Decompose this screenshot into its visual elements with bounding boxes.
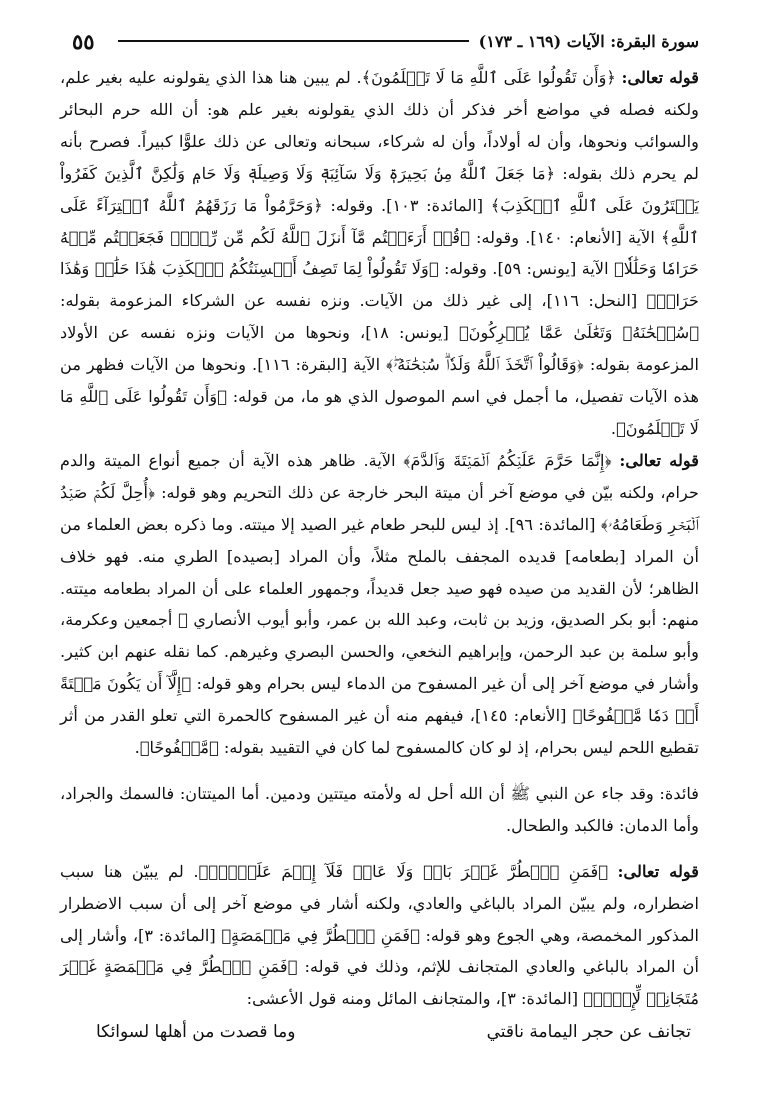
section-verse-169 bbox=[60, 62, 699, 445]
running-title: سورة البقرة: الآيات (١٦٩ ـ ١٧٣) bbox=[478, 31, 699, 51]
section-lead: قوله تعالى: bbox=[621, 68, 699, 87]
verse-second-hemistich: وما قصدت من أهلها لسوائكا bbox=[96, 1022, 296, 1043]
section-lead: قوله تعالى: bbox=[617, 861, 699, 881]
page-number: ٥٥ bbox=[72, 28, 95, 54]
section-lead: قوله تعالى: bbox=[619, 450, 699, 470]
section-compulsion bbox=[60, 854, 699, 1016]
section-text: ﴿إِنَّمَا حَرَّمَ عَلَيۡكُمُ ٱلۡمَيۡتَةَ وَٱلدَّمَ﴾ الآية. ظاهر هذه الآية أن جميع أنواع الميتة والدم حرام، ولكنه بيّن في موضع آخر أن ميتة البحر خارجة عن ذلك التحريم وهو قوله: ﴿أُحِلَّ لَكُمۡ صَيۡدُ ٱلۡبَحۡرِ وَطَعَامُهُۥ﴾ [المائدة: ٩٦]. إذ ليس للبحر طعام غير الصيد إلا ميتته. وما ذكره بعض العلماء من أن المراد [بطعامه] قديده المجفف بالملح مثلاً، وأن المراد [بصيده] الطري منه. فهو خلاف الظاهر؛ لأن القديد من صيده فهو صيد جعل قديداً، وجمهور العلماء على أن المراد بطعامه ميتته. منهم: أبو بكر الصديق، وزيد بن ثابت، وعبد الله بن عمر، وأبو أيوب الأنصاري ﷺ أجمعين وعكرمة، وأبو سلمة بن عبد الرحمن، وإبراهيم النخعي، والحسن البصري وغيرهم. كما نقله عنهم ابن كثير. وأشار في موضع آخر إلى أن غير المسفوح من الدماء ليس بحرام وهو قوله: ﴿إِلَّآ أَن يَكُونَ مَيۡتَةً أَوۡ دَمٗا مَّسۡفُوحًا﴾ [الأنعام: ١٤٥]، فيفهم منه أن غير المسفوح كالحمرة التي تعلو القدر من أثر تقطيع اللحم ليس بحرام، إذ لو كان كالمسفوح لما كان في التقييد بقوله: ﴿مَّسۡفُوحًا﴾. bbox=[60, 450, 699, 758]
page-header bbox=[72, 24, 699, 58]
verse-first-hemistich: تجانف عن حجر اليمامة ناقتي bbox=[486, 1022, 691, 1043]
benefit-note: فائدة: وقد جاء عن النبي ﷺ أن الله أحل له ولأمته ميتتين ودمين. أما الميتتان: فالسمك والجراد، وأما الدمان: فالكبد والطحال. bbox=[60, 783, 699, 835]
page-body bbox=[60, 62, 699, 1047]
section-text: ﴿فَمَنِ ٱضۡطُرَّ غَيۡرَ بَاغٖ وَلَا عَادٖ فَلَآ إِثۡمَ عَلَيۡهِۚ﴾. لم يبيّن هنا سبب اضطراره، ولم يبيّن المراد بالباغي والعادي، ولكنه أشار في موضع آخر إلى أن سبب الاضطرار المذكور المخمصة، وهي الجوع وهو قوله: ﴿فَمَنِ ٱضۡطُرَّ فِي مَخۡمَصَةٍ﴾ [المائدة: ٣]، وأشار إلى أن المراد بالباغي والعادي المتجانف للإثم، وذلك في قوله: ﴿فَمَنِ ٱضۡطُرَّ فِي مَخۡمَصَةٍ غَيۡرَ مُتَجَانِفٖ لِّإِثۡمٖ﴾ [المائدة: ٣]، والمتجانف المائل ومنه قول الأعشى: bbox=[60, 861, 699, 1009]
poetry-verse bbox=[60, 1015, 699, 1047]
section-text: ﴿وَأَن تَقُولُوا عَلَى ٱللَّهِ مَا لَا تَعۡلَمُونَ﴾. لم يبين هنا هذا الذي يقولونه عليه بغير علم، ولكنه فصله في مواضع أخر فذكر أن ذلك الذي يقولونه بغير علم هو: أن الله حرم البحائر والسوائب ونحوها، وأن له أولاداً، وأن له شركاء، سبحانه وتعالى عن ذلك علوًّا كبيراً. فصرح بأنه لم يحرم ذلك بقوله: ﴿مَا جَعَلَ ٱللَّهُ مِنۢ بَحِيرَةٖ وَلَا سَآئِبَةٖ وَلَا وَصِيلَةٖ وَلَا حَامٖ وَلَٰكِنَّ ٱلَّذِينَ كَفَرُواْ يَفۡتَرُونَ عَلَى ٱللَّهِ ٱلۡكَذِبَ﴾ [المائدة: ١٠٣]. وقوله: ﴿وَحَرَّمُواْ مَا رَزَقَهُمُ ٱللَّهُ ٱفۡتِرَآءً عَلَى ٱللَّهِ﴾ الآية [الأنعام: ١٤٠]. وقوله: ﴿قُلۡ أَرَءَيۡتُم مَّآ أَنزَلَ ٱللَّهُ لَكُم مِّن رِّزۡقٖ فَجَعَلۡتُم مِّنۡهُ حَرَامٗا وَحَلَٰلٗا﴾ الآية [يونس: ٥٩]. وقوله: ﴿وَلَا تَقُولُواْ لِمَا تَصِفُ أَلۡسِنَتُكُمُ ٱلۡكَذِبَ هَٰذَا حَلَٰلٞ وَهَٰذَا حَرَامٞ﴾ [النحل: ١١٦]، إلى غير ذلك من الآيات. ونزه نفسه عن الشركاء المزعومة بقوله: ﴿سُبۡحَٰنَهُۥ وَتَعَٰلَىٰ عَمَّا يُشۡرِكُونَ﴾ [يونس: ١٨]، ونحوها من الآيات ونزه نفسه عن الأولاد المزعومة بقوله: ﴿وَقَالُواْ ٱتَّخَذَ ٱللَّهُ وَلَدٗاۗ سُبۡحَٰنَهُۥۖ﴾ الآية [البقرة: ١١٦]. ونحوها من الآيات فظهر من هذه الآيات تفصيل، ما أجمل في اسم الموصول الذي هو ما، من قوله: ﴿وَأَن تَقُولُوا عَلَى ٱللَّهِ مَا لَا تَعۡلَمُونَ﴾. bbox=[60, 68, 700, 438]
section-verse-173 bbox=[60, 445, 699, 764]
header-rule bbox=[118, 40, 469, 42]
